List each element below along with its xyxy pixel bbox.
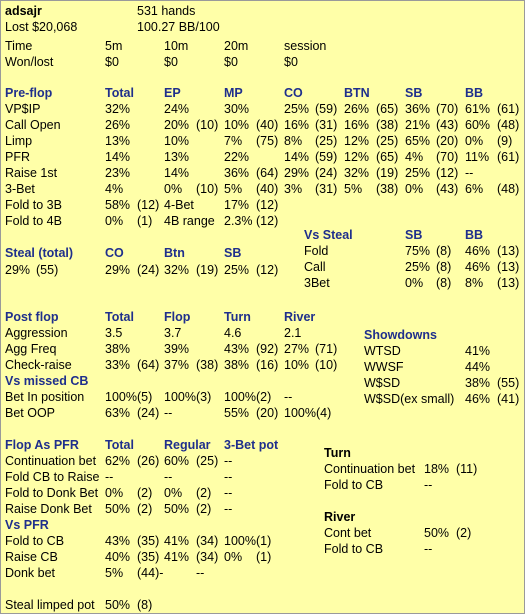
row-label: Raise 1st (5, 166, 58, 180)
row-label: Check-raise (5, 358, 72, 372)
vs-pfr-title: Vs PFR (5, 518, 49, 532)
stat-cell: 100%(1) (224, 534, 272, 548)
stat-cell: 11% (465, 150, 490, 164)
player-name: adsajr (5, 4, 42, 18)
stat-cell: 36% (224, 166, 250, 180)
row-label: Bet OOP (5, 406, 56, 420)
stat-cell: (10) (196, 182, 219, 196)
stat-cell: (2) (137, 486, 153, 500)
stat-cell: 37% (164, 358, 190, 372)
stat-cell: 0% (164, 486, 183, 500)
stat-cell: (59) (315, 150, 338, 164)
stat-cell: -- (105, 470, 114, 484)
stat-cell: 0% (224, 550, 243, 564)
stat-cell: 60% (164, 454, 190, 468)
stat-cell: 5% (344, 182, 363, 196)
stat-cell: 40% (105, 550, 131, 564)
stat-cell: (38) (376, 182, 399, 196)
stat-cell: (31) (315, 182, 338, 196)
stat-cell: 27% (284, 342, 310, 356)
stat-cell: (20) (436, 134, 459, 148)
stat-cell: (25) (376, 134, 399, 148)
stat-cell: (44)- (137, 566, 164, 580)
stat-cell: 100%(5) (105, 390, 153, 404)
row-label: W$SD (364, 376, 401, 390)
stat-cell: (19) (196, 263, 219, 277)
stat-cell: 44% (465, 360, 491, 374)
stat-cell: 2.1 (284, 326, 302, 340)
preflop-header: SB (405, 86, 423, 100)
stat-cell: (43) (436, 182, 459, 196)
stat-cell: 5% (105, 566, 124, 580)
stat-cell: (65) (376, 102, 399, 116)
preflop-header: BB (465, 86, 484, 100)
stat-cell: -- (424, 478, 433, 492)
stat-cell: (34) (196, 534, 219, 548)
stat-cell: (8) (436, 260, 452, 274)
row-label: Fold to CB (5, 534, 65, 548)
stat-cell: (1) (256, 550, 272, 564)
stat-cell: 55% (224, 406, 250, 420)
stat-cell: 8% (465, 276, 484, 290)
stat-cell: (61) (497, 102, 520, 116)
postflop-header: Post flop (5, 310, 59, 324)
stat-cell: (34) (196, 550, 219, 564)
stat-cell: 14% (284, 150, 310, 164)
stat-cell: (9) (497, 134, 513, 148)
time-col: session (284, 39, 327, 53)
row-label: Fold to CB (324, 542, 384, 556)
stat-cell: 29% (5, 263, 31, 277)
stat-cell: 58% (105, 198, 131, 212)
stat-cell: (12) (256, 214, 279, 228)
stat-cell: 50% (105, 598, 131, 612)
stat-cell: 0% (465, 134, 484, 148)
stat-cell: (8) (436, 276, 452, 290)
stat-cell: -- (224, 454, 233, 468)
row-label: Fold to Donk Bet (5, 486, 99, 500)
steal-header: Btn (164, 246, 185, 260)
stat-cell: 100%(3) (164, 390, 212, 404)
stat-cell: 0% (405, 276, 424, 290)
stat-cell: (24) (137, 263, 160, 277)
stat-cell: (75) (256, 134, 279, 148)
stat-cell: (12) (436, 166, 459, 180)
row-label: Fold to 4B (5, 214, 62, 228)
missed-cb-title: Vs missed CB (5, 374, 89, 388)
stat-cell: 7% (224, 134, 243, 148)
stat-cell: (24) (315, 166, 338, 180)
stat-cell: 50% (164, 502, 190, 516)
stat-cell: -- (196, 566, 205, 580)
stat-cell: (35) (137, 550, 160, 564)
stat-cell: 16% (284, 118, 310, 132)
lost-amount: Lost $20,068 (5, 20, 78, 34)
stat-cell: (10) (315, 358, 338, 372)
wonlost-value: $0 (284, 55, 298, 69)
stat-cell: (43) (436, 118, 459, 132)
stat-cell: (16) (256, 358, 279, 372)
stat-cell: (38) (196, 358, 219, 372)
row-label: 3Bet (304, 276, 330, 290)
stat-cell: 0% (164, 182, 183, 196)
row-label: PFR (5, 150, 30, 164)
stat-cell: 12% (344, 134, 370, 148)
stat-cell: 32% (105, 102, 131, 116)
preflop-header: BTN (344, 86, 370, 100)
stat-cell: 25% (405, 166, 431, 180)
stat-cell: (8) (137, 598, 153, 612)
stat-cell: 46% (465, 392, 491, 406)
stat-cell: (64) (137, 358, 160, 372)
stat-cell: (2) (196, 502, 212, 516)
row-label: Fold CB to Raise (5, 470, 100, 484)
stat-cell: 25% (405, 260, 431, 274)
turn-title: Turn (324, 446, 351, 460)
stat-cell: 5% (224, 182, 243, 196)
stat-cell: 43% (105, 534, 131, 548)
stat-cell: 4.6 (224, 326, 242, 340)
row-label: Raise Donk Bet (5, 502, 92, 516)
steal-header: CO (105, 246, 124, 260)
wonlost-value: $0 (164, 55, 178, 69)
row-label: Fold to CB (324, 478, 384, 492)
stat-cell: (55) (36, 263, 59, 277)
postflop-header: Turn (224, 310, 251, 324)
stat-cell: (25) (315, 134, 338, 148)
preflop-header: EP (164, 86, 181, 100)
stat-cell: 32% (164, 263, 190, 277)
stat-cell: 46% (465, 244, 491, 258)
stat-cell: (31) (315, 118, 338, 132)
stat-cell: 43% (224, 342, 250, 356)
wonlost-value: $0 (224, 55, 238, 69)
stat-cell: (48) (497, 118, 520, 132)
stat-cell: 30% (224, 102, 250, 116)
stat-cell: 12% (344, 150, 370, 164)
stat-cell: 100%(2) (224, 390, 272, 404)
stat-cell: 3% (284, 182, 303, 196)
stat-cell: (2) (137, 502, 153, 516)
stat-cell: 60% (465, 118, 491, 132)
stat-cell: (26) (137, 454, 160, 468)
stat-cell: (61) (497, 150, 520, 164)
preflop-header: Total (105, 86, 134, 100)
stat-cell: 18% (424, 462, 450, 476)
stat-cell: 46% (465, 260, 491, 274)
stat-cell: 75% (405, 244, 431, 258)
stat-cell: 26% (105, 118, 131, 132)
stat-cell: (19) (376, 166, 399, 180)
row-label: Continuation bet (324, 462, 416, 476)
row-label: W$SD(ex small) (364, 392, 455, 406)
stat-cell: (13) (497, 244, 520, 258)
stat-cell: 38% (465, 376, 491, 390)
stat-cell: (11) (456, 462, 478, 476)
stat-cell: 41% (164, 534, 190, 548)
flop-pfr-header: Flop As PFR (5, 438, 79, 452)
row-label: Bet In position (5, 390, 85, 404)
stat-cell: 25% (224, 263, 250, 277)
stat-cell: 22% (224, 150, 250, 164)
row-label: Call (304, 260, 326, 274)
time-col: 5m (105, 39, 123, 53)
stat-cell: (38) (376, 118, 399, 132)
showdowns-title: Showdowns (364, 328, 437, 342)
stat-cell: 50% (105, 502, 131, 516)
preflop-header: CO (284, 86, 303, 100)
stat-cell: -- (284, 390, 293, 404)
stat-cell: 14% (105, 150, 131, 164)
steal-header: SB (224, 246, 242, 260)
time-col: 20m (224, 39, 249, 53)
stat-cell: 29% (105, 263, 131, 277)
row-label: Agg Freq (5, 342, 57, 356)
wonlost-value: $0 (105, 55, 119, 69)
row-label: WTSD (364, 344, 401, 358)
stat-cell: 38% (224, 358, 250, 372)
stat-cell: 24% (164, 102, 190, 116)
stat-cell: 65% (405, 134, 431, 148)
stat-cell: 29% (284, 166, 310, 180)
stat-cell: (35) (137, 534, 160, 548)
preflop-header: MP (224, 86, 243, 100)
stat-cell: -- (224, 486, 233, 500)
postflop-header: River (284, 310, 316, 324)
row-label: 3-Bet (5, 182, 35, 196)
stat-cell: 8% (284, 134, 303, 148)
stat-cell: 10% (164, 134, 190, 148)
stat-cell: (12) (137, 198, 160, 212)
hand-count: 531 hands (137, 4, 196, 18)
row-label: Fold to 3B (5, 198, 62, 212)
steal-header: Steal (total) (5, 246, 74, 260)
wonlost-label: Won/lost (5, 55, 54, 69)
stat-cell: (70) (436, 150, 459, 164)
row-label: Continuation bet (5, 454, 97, 468)
stat-cell: (59) (315, 102, 338, 116)
stat-cell: 21% (405, 118, 431, 132)
time-label: Time (5, 39, 33, 53)
vs-steal-title: Vs Steal (304, 228, 353, 242)
stat-cell: 0% (405, 182, 424, 196)
stat-cell: 13% (105, 134, 131, 148)
stat-cell: 41% (465, 344, 491, 358)
river-title: River (324, 510, 356, 524)
bb-per-100: 100.27 BB/100 (137, 20, 220, 34)
stat-cell: (2) (456, 526, 472, 540)
stat-cell: (65) (376, 150, 399, 164)
stat-cell: 10% (224, 118, 250, 132)
stat-cell: 20% (164, 118, 190, 132)
stat-cell: (92) (256, 342, 279, 356)
flop-pfr-header: Total (105, 438, 134, 452)
stat-cell: -- (164, 406, 173, 420)
stat-cell: (13) (497, 276, 520, 290)
row-label: Limp (5, 134, 33, 148)
stat-cell: (41) (497, 392, 520, 406)
stat-cell: 3.5 (105, 326, 123, 340)
row-label: Call Open (5, 118, 61, 132)
stat-cell: 50% (424, 526, 450, 540)
time-col: 10m (164, 39, 189, 53)
preflop-header: Pre-flop (5, 86, 53, 100)
stat-cell: 4B range (164, 214, 215, 228)
stat-cell: (71) (315, 342, 338, 356)
stat-cell: (24) (137, 406, 160, 420)
stat-cell: (13) (497, 260, 520, 274)
stat-cell: 26% (344, 102, 370, 116)
postflop-header: Total (105, 310, 134, 324)
stat-cell: (8) (436, 244, 452, 258)
stat-cell: 16% (344, 118, 370, 132)
stat-cell: (48) (497, 182, 520, 196)
stat-cell: 61% (465, 102, 491, 116)
stat-cell: 10% (284, 358, 310, 372)
stat-cell: 100%(4) (284, 406, 332, 420)
stat-cell: -- (224, 470, 233, 484)
row-label: WWSF (364, 360, 404, 374)
postflop-header: Flop (164, 310, 191, 324)
row-label: VP$IP (5, 102, 41, 116)
stat-cell: 33% (105, 358, 131, 372)
stat-cell: 23% (105, 166, 131, 180)
flop-pfr-header: 3-Bet pot (224, 438, 279, 452)
row-label: Cont bet (324, 526, 372, 540)
stat-cell: (40) (256, 182, 279, 196)
stat-cell: 4% (105, 182, 124, 196)
stat-cell: 39% (164, 342, 190, 356)
stat-cell: (70) (436, 102, 459, 116)
stat-cell: 13% (164, 150, 190, 164)
stat-cell: 4% (405, 150, 424, 164)
row-label: Steal limped pot (5, 598, 95, 612)
stat-cell: (40) (256, 118, 279, 132)
stat-cell: (1) (137, 214, 153, 228)
stat-cell: (64) (256, 166, 279, 180)
stat-cell: -- (465, 166, 474, 180)
row-label: Fold (304, 244, 329, 258)
stat-cell: 36% (405, 102, 431, 116)
stat-cell: (12) (256, 263, 279, 277)
stat-cell: 6% (465, 182, 484, 196)
stat-cell: 63% (105, 406, 131, 420)
stat-cell: -- (224, 502, 233, 516)
stat-cell: (2) (196, 486, 212, 500)
stat-cell: 32% (344, 166, 370, 180)
stat-cell: 25% (284, 102, 310, 116)
row-label: Donk bet (5, 566, 56, 580)
stat-cell: 4-Bet (164, 198, 194, 212)
stat-cell: (55) (497, 376, 520, 390)
stat-cell: (25) (196, 454, 219, 468)
stat-cell: 41% (164, 550, 190, 564)
stat-cell: 3.7 (164, 326, 182, 340)
row-label: Aggression (5, 326, 68, 340)
stat-cell: 2.3% (224, 214, 253, 228)
stat-cell: 17% (224, 198, 250, 212)
flop-pfr-header: Regular (164, 438, 211, 452)
stat-cell: -- (164, 470, 173, 484)
vs-steal-header: SB (405, 228, 423, 242)
stat-cell: 0% (105, 214, 124, 228)
stat-cell: 0% (105, 486, 124, 500)
stat-cell: 38% (105, 342, 131, 356)
vs-steal-header: BB (465, 228, 484, 242)
stat-cell: 62% (105, 454, 131, 468)
stat-cell: (20) (256, 406, 279, 420)
stat-cell: (10) (196, 118, 219, 132)
stat-cell: 14% (164, 166, 190, 180)
stat-cell: (12) (256, 198, 279, 212)
stat-cell: -- (424, 542, 433, 556)
row-label: Raise CB (5, 550, 58, 564)
